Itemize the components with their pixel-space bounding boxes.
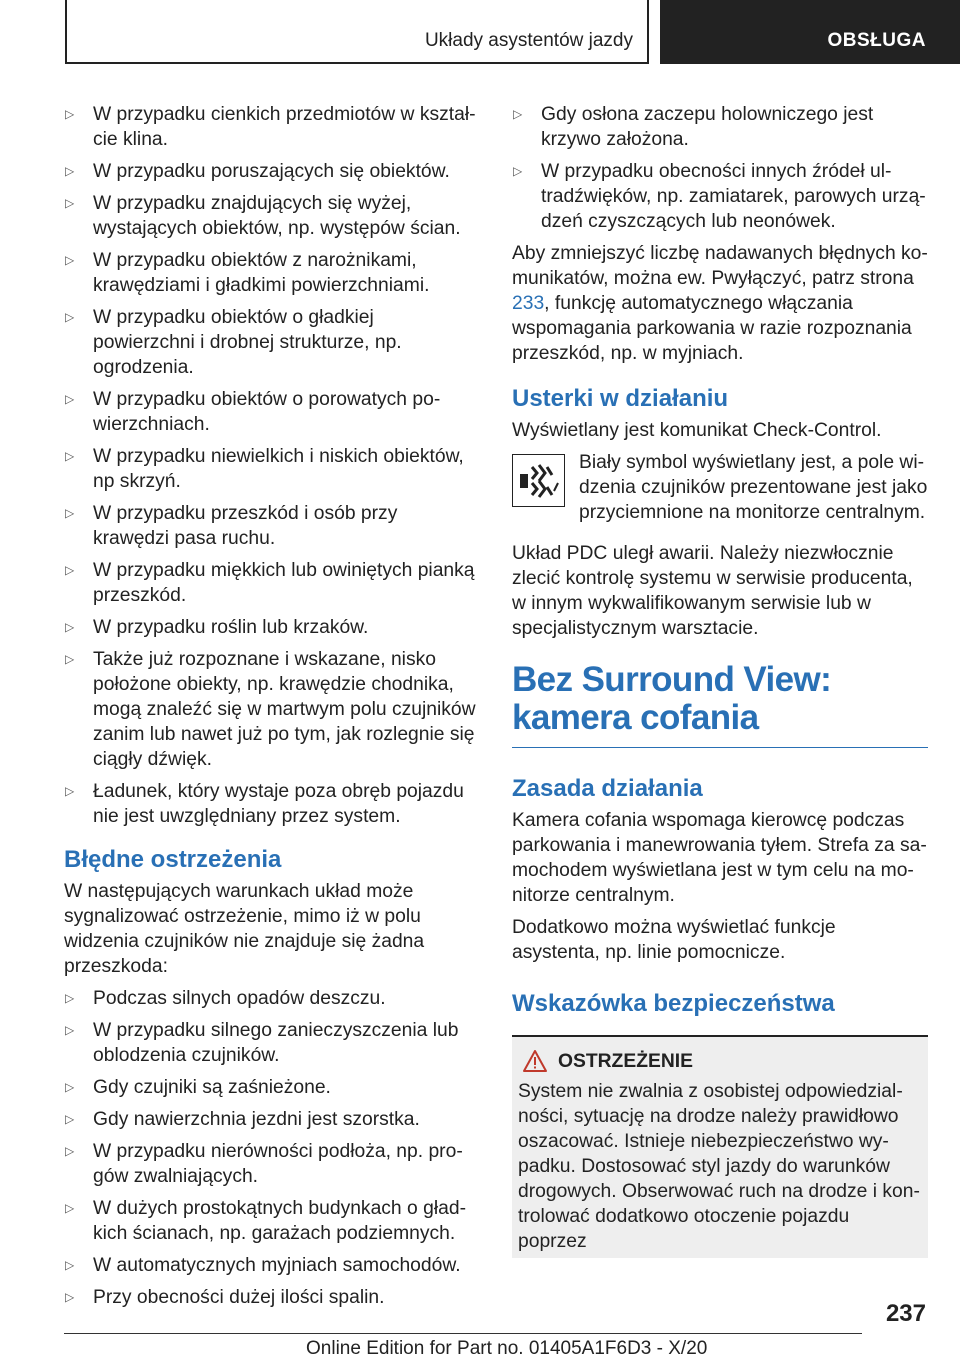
triangle-right-icon: ▷ xyxy=(513,107,523,121)
false-warnings-intro: W następujących warunkach układ może sygnalizować ostrzeżenie, mimo iż w polu widzenia czujników nie znajduje się żadna przeszkoda: xyxy=(64,881,425,977)
reduce-warnings-para xyxy=(512,241,928,366)
footer-rule xyxy=(64,1333,862,1334)
list-item-text: W przypadku obiektów o gładkiej powierzchni i drobnej strukturze, np. ogrodzenia. xyxy=(93,307,402,378)
triangle-right-icon: ▷ xyxy=(65,1201,75,1215)
list-item xyxy=(512,102,928,152)
header-chapter-box xyxy=(65,0,649,64)
list-item-text: Gdy osłona zaczepu holowniczego jest krzywo założona. xyxy=(541,104,874,150)
header-section-box xyxy=(660,0,960,64)
triangle-right-icon: ▷ xyxy=(65,784,75,798)
triangle-right-icon: ▷ xyxy=(65,563,75,577)
list-item-text: W przypadku roślin lub krzaków. xyxy=(93,617,369,638)
list-item xyxy=(64,248,476,298)
page-link[interactable]: 233 xyxy=(512,293,545,314)
faults-para: Układ PDC uległ awarii. Należy niezwłocznie zlecić kontrolę systemu w serwisie producenta, w innym wykwalifikowanym serwisie lub w specjalistycznym warsztacie. xyxy=(512,543,913,639)
list-item xyxy=(64,1107,476,1132)
list-item-text: W przypadku niewielkich i niskich obiektów, np skrzyń. xyxy=(93,446,464,492)
warning-box xyxy=(512,1035,928,1258)
triangle-right-icon: ▷ xyxy=(65,620,75,634)
list-item-text: W przypadku cienkich przedmiotów w kształcie klina. xyxy=(93,104,476,150)
false-warnings-list-cont xyxy=(512,102,928,234)
list-item xyxy=(64,1196,476,1246)
reduce-para-text-end: , funkcję automatycznego włączania wspomagania parkowania w razie rozpoznania przeszkód, np. w myjniach. xyxy=(512,293,912,364)
triangle-right-icon: ▷ xyxy=(65,253,75,267)
heading-false-warnings: Błędne ostrzeżenia xyxy=(64,846,282,873)
list-item-text: W przypadku obiektów z narożnikami, krawędziami i gładkimi powierzchniami. xyxy=(93,250,430,296)
list-item xyxy=(64,387,476,437)
warning-text: System nie zwalnia z osobistej odpowiedzialności, sytuację na drodze należy prawidłowo oszacować. Istnieje niebezpieczeństwo wypadku. Dostosować styl jazdy do warunków drogowych. Obserwować ruch na drodze i kontrolować dodatkowo otoczenie pojazdu poprzez xyxy=(518,1081,920,1252)
list-item xyxy=(64,159,476,184)
pdc-icon-text: Biały symbol wyświetlany jest, a pole widzenia czujników prezentowane jest jako przyciemnione na monitorze centralnym. xyxy=(579,452,928,523)
pdc-fault-icon xyxy=(512,454,565,507)
list-item xyxy=(64,1285,476,1310)
list-item-text: Także już rozpoznane i wskazane, nisko położone obiekty, np. krawędzie chodnika, mogą znaleźć się w martwym polu czujników zanim lub nawet już po tym, jak rozlegnie się ciągły dźwięk. xyxy=(93,649,476,770)
faults-intro: Wyświetlany jest komunikat Check-Control. xyxy=(512,420,882,441)
list-item-text: Gdy czujniki są zaśnieżone. xyxy=(93,1077,331,1098)
warning-title: OSTRZEŻENIE xyxy=(558,1051,693,1072)
list-item xyxy=(64,444,476,494)
list-item-text: Ładunek, który wystaje poza obręb pojazdu nie jest uwzględniany przez system. xyxy=(93,781,464,827)
principle-para-1: Kamera cofania wspomaga kierowcę podczas parkowania i manewrowania tyłem. Strefa za samochodem wyświetlana jest w tym celu na monitorze centralnym. xyxy=(512,810,927,906)
triangle-right-icon: ▷ xyxy=(65,991,75,1005)
list-item xyxy=(64,1018,476,1068)
list-item xyxy=(64,191,476,241)
false-warnings-list xyxy=(64,986,476,1310)
list-item-text: W przypadku miękkich lub owiniętych pianką przeszkód. xyxy=(93,560,475,606)
triangle-right-icon: ▷ xyxy=(65,392,75,406)
pdc-icon-note xyxy=(512,450,928,525)
list-item-text: W przypadku poruszających się obiektów. xyxy=(93,161,450,182)
warning-triangle-icon xyxy=(522,1049,548,1078)
left-column xyxy=(64,102,476,1317)
triangle-right-icon: ▷ xyxy=(65,449,75,463)
principle-para-2: Dodatkowo można wyświetlać funkcje asystenta, np. linie pomocnicze. xyxy=(512,917,836,963)
list-item-text: Gdy nawierzchnia jezdni jest szorstka. xyxy=(93,1109,420,1130)
heading-principle: Zasada działania xyxy=(512,775,703,802)
triangle-right-icon: ▷ xyxy=(65,107,75,121)
list-item xyxy=(64,1075,476,1100)
triangle-right-icon: ▷ xyxy=(65,1144,75,1158)
list-item-text: W przypadku nierówności podłoża, np. progów zwalniających. xyxy=(93,1141,463,1187)
heading-rear-camera: Bez Surround View: kamera cofania xyxy=(512,660,832,737)
triangle-right-icon: ▷ xyxy=(65,1080,75,1094)
list-item-text: Podczas silnych opadów deszczu. xyxy=(93,988,386,1009)
triangle-right-icon: ▷ xyxy=(65,506,75,520)
list-item-text: W przypadku obecności innych źródeł ultradźwięków, np. zamiatarek, parowych urządzeń czyszczących lub neonówek. xyxy=(541,161,926,232)
triangle-right-icon: ▷ xyxy=(65,310,75,324)
reduce-para-text: Aby zmniejszyć liczbę nadawanych błędnych komunikatów, można ew. Pwyłączyć, patrz strona xyxy=(512,243,928,289)
heading-safety: Wskazówka bezpieczeństwa xyxy=(512,990,835,1017)
list-item xyxy=(64,779,476,829)
page-number: 237 xyxy=(885,1300,926,1327)
list-item xyxy=(64,558,476,608)
list-item-text: W przypadku przeszkód i osób przy krawędzi pasa ruchu. xyxy=(93,503,398,549)
list-item-text: W dużych prostokątnych budynkach o gładkich ścianach, np. garażach podziemnych. xyxy=(93,1198,466,1244)
list-item-text: Przy obecności dużej ilości spalin. xyxy=(93,1287,385,1308)
heading-rule xyxy=(512,747,928,748)
list-item-text: W przypadku znajdujących się wyżej, wystających obiektów, np. występów ścian. xyxy=(93,193,461,239)
section-title: OBSŁUGA xyxy=(827,30,926,51)
list-item-text: W przypadku obiektów o porowatych powierzchniach. xyxy=(93,389,441,435)
list-item xyxy=(64,986,476,1011)
list-item-text: W automatycznych myjniach samochodów. xyxy=(93,1255,461,1276)
list-item xyxy=(64,501,476,551)
list-item xyxy=(64,615,476,640)
list-item-text: W przypadku silnego zanieczyszczenia lub oblodzenia czujników. xyxy=(93,1020,459,1066)
triangle-right-icon: ▷ xyxy=(65,1290,75,1304)
footer-text: Online Edition for Part no. 01405A1F6D3 - X/20 xyxy=(306,1338,708,1359)
limitations-list xyxy=(64,102,476,829)
triangle-right-icon: ▷ xyxy=(65,1023,75,1037)
list-item xyxy=(512,159,928,234)
triangle-right-icon: ▷ xyxy=(513,164,523,178)
triangle-right-icon: ▷ xyxy=(65,1112,75,1126)
list-item xyxy=(64,305,476,380)
list-item xyxy=(64,647,476,772)
triangle-right-icon: ▷ xyxy=(65,652,75,666)
triangle-right-icon: ▷ xyxy=(65,1258,75,1272)
triangle-right-icon: ▷ xyxy=(65,196,75,210)
heading-faults: Usterki w działaniu xyxy=(512,385,729,412)
list-item xyxy=(64,102,476,152)
list-item xyxy=(64,1253,476,1278)
right-column xyxy=(512,102,928,1258)
triangle-right-icon: ▷ xyxy=(65,164,75,178)
list-item xyxy=(64,1139,476,1189)
chapter-title: Układy asystentów jazdy xyxy=(424,30,633,51)
